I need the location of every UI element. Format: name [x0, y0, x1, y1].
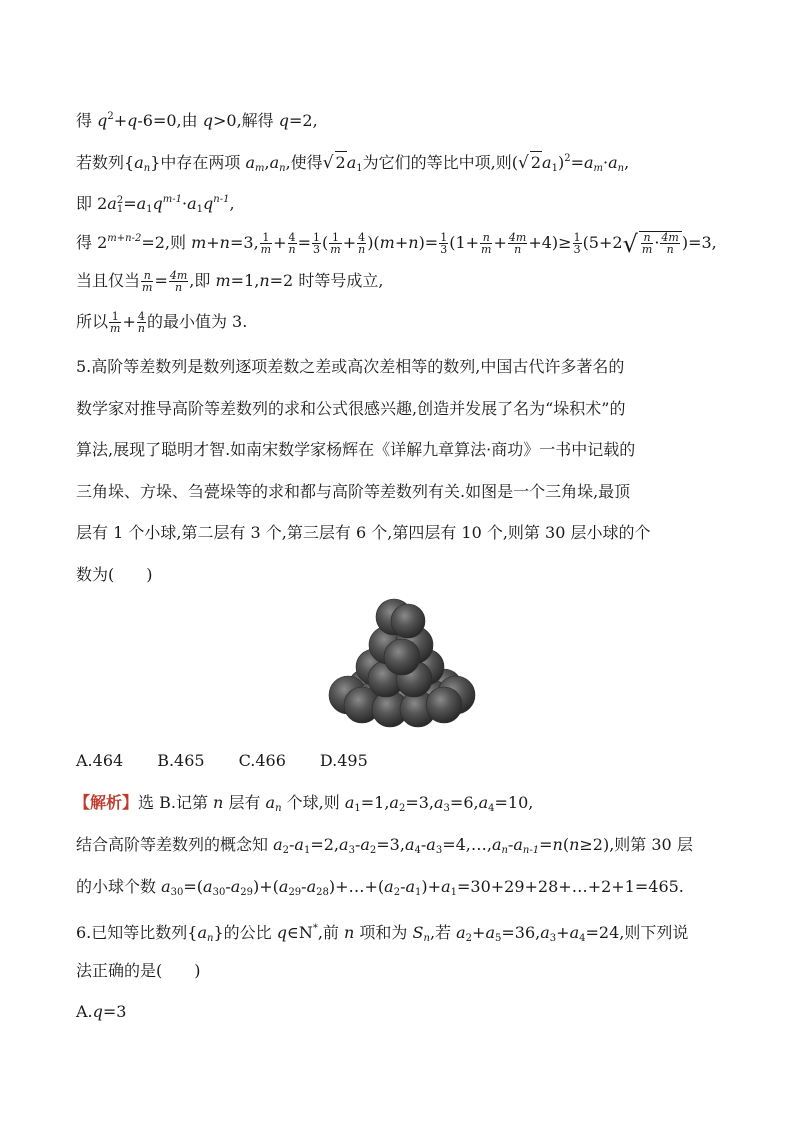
exponent: 2: [116, 194, 124, 206]
numerator: 4: [288, 231, 296, 244]
numerator: 1: [573, 231, 581, 244]
var-a: a: [136, 194, 147, 213]
text: -: [400, 877, 406, 896]
superscript: *: [312, 923, 318, 934]
var-a: a: [478, 793, 489, 812]
text: }的公比: [213, 923, 277, 942]
var-a: a: [278, 877, 289, 896]
text: 所以: [76, 312, 109, 331]
solution-line-6: [76, 311, 247, 334]
var-a: a: [569, 923, 580, 942]
solution-5-line-3: [76, 876, 684, 904]
text: =3,: [229, 233, 259, 252]
text: ,使得: [285, 153, 323, 172]
text: 的最小值为 3.: [146, 312, 248, 331]
subscript: 2: [465, 933, 473, 944]
text: )=: [418, 233, 439, 252]
text: (: [322, 233, 329, 252]
text: -: [354, 835, 361, 854]
var-a: a: [434, 793, 444, 812]
text: -: [225, 877, 231, 896]
ball-pyramid-figure: [318, 595, 476, 737]
text: =2 时等号成立,: [269, 271, 384, 290]
subscript: n: [423, 933, 430, 944]
text: -: [301, 877, 307, 896]
var-q: q: [278, 111, 289, 130]
text: )+…+(: [328, 877, 385, 896]
var-a: a: [404, 835, 415, 854]
subscript: 3: [549, 933, 557, 944]
text: ,: [624, 153, 630, 172]
var-a: a: [134, 153, 144, 172]
text: =1,: [360, 793, 390, 812]
var-q: q: [152, 194, 163, 213]
subscript: n-1: [522, 845, 540, 856]
text: ·: [654, 233, 660, 252]
ball: [391, 604, 425, 638]
denominator: m: [481, 243, 492, 256]
subscript: 1: [415, 887, 422, 898]
fraction: [137, 311, 146, 334]
subscript: 4: [579, 933, 586, 944]
var-a: a: [161, 877, 171, 896]
text: =3,: [405, 793, 434, 812]
text: (1+: [449, 233, 480, 252]
var-a: a: [456, 923, 466, 942]
solution-line-1: [76, 106, 318, 132]
text: +: [493, 233, 507, 252]
subscript: 2: [369, 845, 377, 856]
subscript: 1: [356, 163, 363, 174]
fraction: [480, 232, 492, 255]
text: -: [507, 835, 514, 854]
text: =1,: [230, 271, 260, 290]
var-a: a: [513, 835, 523, 854]
question-6-option-a[interactable]: [76, 1001, 126, 1023]
text: =3,: [376, 835, 405, 854]
numerator: 4m: [661, 231, 679, 244]
var-a: a: [203, 877, 213, 896]
question-5-line-1: 5.高阶等差数列是数列逐项差数之差或高次差相等的数列,中国古代许多著名的: [76, 357, 625, 376]
denominator: n: [666, 243, 674, 256]
var-a: a: [339, 835, 349, 854]
exponent: n-1: [213, 194, 230, 205]
var-q: q: [127, 111, 138, 130]
text: (5+2: [582, 233, 623, 252]
text: -: [289, 835, 295, 854]
question-5-line-2: 数学家对推导高阶等差数列的求和公式很感兴趣,创造并发展了名为“垛积术”的: [76, 399, 626, 418]
subscript: n: [143, 163, 151, 174]
denominator: n: [137, 322, 145, 335]
sqrt-sign: √: [622, 230, 638, 258]
subscript: 1: [196, 204, 204, 215]
denominator: m: [260, 243, 272, 256]
ball: [426, 687, 462, 723]
text: +: [556, 923, 570, 942]
var-q: q: [203, 194, 214, 213]
text: =2,: [310, 835, 340, 854]
var-n: n: [408, 233, 419, 252]
subscript: 1: [354, 803, 361, 814]
denominator: m: [330, 243, 341, 256]
var-a: a: [405, 877, 416, 896]
text: =30+29+28+…+2+1=465.: [456, 877, 684, 896]
subscript: 1: [146, 204, 153, 215]
subscript: 1: [551, 163, 558, 174]
denominator: m: [110, 322, 121, 335]
denominator: n: [358, 243, 366, 256]
var-m: m: [215, 271, 231, 290]
subscript: 1: [303, 845, 311, 856]
balls-group: [329, 599, 475, 727]
radicand: 2: [530, 153, 542, 172]
subscript: m: [255, 163, 265, 174]
subscript: 2: [282, 845, 290, 856]
text: ,: [264, 153, 270, 172]
subscript: 3: [348, 845, 355, 856]
text: )(: [367, 233, 380, 252]
text: A.: [76, 1002, 93, 1021]
text: ,即: [189, 271, 216, 290]
text: )=3,: [681, 233, 717, 252]
subscript: 30: [212, 887, 226, 898]
numerator: 4: [137, 310, 145, 323]
text: =10,: [494, 793, 534, 812]
radicand: 2: [335, 153, 346, 172]
text: 6.已知等比数列{: [76, 923, 198, 942]
text: }中存在两项: [150, 153, 246, 172]
fraction: [329, 232, 341, 255]
text: ∈N: [286, 923, 313, 942]
subscript: 4: [488, 803, 495, 814]
solution-line-4: [76, 228, 717, 258]
text: -: [420, 835, 427, 854]
subscript: n: [279, 163, 286, 174]
question-5-line-6: 数为( ): [76, 565, 153, 584]
fraction: [641, 232, 653, 255]
sqrt-sign: √: [322, 153, 334, 173]
exponent: 2: [107, 111, 114, 122]
denominator: 3: [313, 243, 320, 256]
text: 项和为: [354, 923, 413, 942]
subscript: 2: [398, 803, 406, 814]
text: +: [394, 233, 409, 252]
var-a: a: [360, 835, 370, 854]
exponent: 2: [564, 153, 571, 164]
text: ≥2),则第 30 层: [579, 835, 693, 854]
option-a[interactable]: A.464: [76, 751, 124, 770]
var-q: q: [97, 111, 108, 130]
question-5-line-3: 算法,展现了聪明才智.如南宋数学家杨辉在《详解九章算法·商功》一书中记载的: [76, 440, 636, 459]
text: =: [154, 271, 168, 290]
text: =2,: [289, 111, 318, 130]
var-m: m: [379, 233, 395, 252]
sqrt-sign: √: [517, 153, 529, 173]
text: 若数列{: [76, 153, 135, 172]
var-a: a: [265, 793, 276, 812]
var-q: q: [276, 923, 287, 942]
fraction: [169, 270, 188, 293]
var-a: a: [273, 835, 283, 854]
text: 得: [76, 111, 98, 130]
text: =4,…,: [442, 835, 492, 854]
numerator: 1: [329, 232, 341, 244]
text: ·: [182, 194, 188, 213]
var-n: n: [259, 271, 270, 290]
text: =24,则下列说: [585, 923, 689, 942]
var-a: a: [230, 877, 241, 896]
subscript: 2: [393, 887, 401, 898]
solution-line-5: [76, 270, 383, 293]
subscript: 3: [435, 845, 443, 856]
solution-5-line-1: [74, 792, 533, 820]
text: =(: [183, 877, 204, 896]
var-a: a: [187, 194, 197, 213]
text: ·: [603, 153, 609, 172]
fraction: [141, 270, 153, 293]
denominator: 3: [573, 243, 581, 256]
var-a: a: [269, 153, 280, 172]
radicand: [639, 231, 682, 255]
subscript: 1: [450, 887, 457, 898]
denominator: n: [514, 243, 522, 256]
var-m: m: [191, 233, 207, 252]
numerator: n: [480, 232, 492, 244]
var-s: S: [412, 923, 424, 942]
numerator: 1: [260, 232, 272, 244]
var-a: a: [583, 153, 594, 172]
denominator: n: [288, 243, 296, 256]
fraction: [312, 232, 321, 255]
analysis-tag: 【解析】: [74, 793, 139, 812]
var-a: a: [384, 877, 394, 896]
numerator: 1: [313, 231, 320, 244]
text: 选 B.记第: [138, 793, 214, 812]
denominator: n: [175, 281, 183, 294]
text: 层有: [223, 793, 266, 812]
text: +: [472, 923, 486, 942]
var-a: a: [197, 923, 207, 942]
text: 当且仅当: [76, 271, 141, 290]
subscript: 30: [170, 887, 184, 898]
fraction: [439, 232, 448, 255]
text: (: [562, 835, 570, 854]
var-a: a: [346, 153, 357, 172]
var-a: a: [344, 793, 355, 812]
var-a: a: [608, 153, 618, 172]
text: 为它们的等比中项,则(: [362, 153, 518, 172]
var-q: q: [92, 1002, 103, 1021]
option-d[interactable]: D.495: [319, 751, 368, 770]
var-n: n: [569, 835, 580, 854]
fraction: [508, 232, 527, 255]
text: ,: [229, 194, 235, 213]
text: )+: [421, 877, 442, 896]
ball: [384, 639, 420, 675]
var-a: a: [294, 835, 304, 854]
fraction: [109, 311, 121, 334]
subscript: 3: [443, 803, 450, 814]
fraction: [573, 232, 582, 255]
subscript: 29: [240, 887, 253, 898]
var-n: n: [219, 233, 230, 252]
numerator: n: [641, 232, 653, 244]
option-b[interactable]: B.465: [157, 751, 205, 770]
text: =2,则: [141, 233, 192, 252]
text: 个球,则: [281, 793, 345, 812]
numerator: 4m: [508, 231, 527, 244]
var-a: a: [306, 877, 317, 896]
text: ,若: [429, 923, 457, 942]
var-a: a: [540, 923, 550, 942]
var-a: a: [441, 877, 451, 896]
subscript: 4: [414, 845, 421, 856]
numerator: 4m: [169, 269, 188, 282]
denominator: m: [641, 243, 653, 256]
text: =: [570, 153, 584, 172]
fraction: [357, 232, 366, 255]
solution-line-2: [76, 148, 629, 180]
text: =36,: [501, 923, 541, 942]
fraction: [260, 232, 272, 255]
subscript: n: [617, 163, 625, 174]
text: -6=0,由: [137, 111, 203, 130]
subscript: 28: [316, 887, 329, 898]
numerator: n: [141, 270, 153, 282]
exponent: m+n-2: [107, 233, 142, 244]
denominator: m: [142, 281, 153, 294]
question-6-line-2: 法正确的是( ): [76, 961, 201, 980]
subscript: 5: [495, 933, 502, 944]
var-n: n: [344, 923, 355, 942]
text: 的小球个数: [76, 877, 162, 896]
var-a: a: [491, 835, 502, 854]
var-a: a: [485, 923, 495, 942]
numerator: 1: [109, 311, 121, 323]
text: 结合高阶等差数列的概念知: [76, 835, 274, 854]
text: +: [113, 111, 128, 130]
solution-line-3: [76, 189, 235, 221]
text: 得 2: [76, 233, 108, 252]
denominator: 3: [440, 243, 448, 256]
text: +4)≥: [528, 233, 572, 252]
subscript: m: [593, 163, 603, 174]
subscript: 29: [288, 887, 302, 898]
text: +: [206, 233, 220, 252]
text: =: [539, 835, 553, 854]
text: =: [123, 194, 137, 213]
var-a: a: [107, 194, 117, 213]
subscript: n: [501, 845, 508, 856]
text: +: [342, 233, 357, 252]
solution-5-line-2: [76, 834, 693, 862]
fraction: [660, 232, 679, 255]
fraction: [288, 232, 297, 255]
text: >0,解得: [212, 111, 279, 130]
option-c[interactable]: C.466: [238, 751, 286, 770]
text: 即 2: [76, 194, 108, 213]
question-6-line-1: [76, 918, 688, 950]
var-n: n: [552, 835, 563, 854]
text: ,前: [317, 923, 345, 942]
text: =3: [102, 1002, 127, 1021]
numerator: 1: [440, 231, 448, 244]
var-a: a: [542, 153, 552, 172]
question-5-line-5: 层有 1 个小球,第二层有 3 个,第三层有 6 个,第四层有 10 个,则第 30 层小球的个: [76, 523, 651, 542]
text: +: [273, 233, 287, 252]
var-q: q: [202, 111, 213, 130]
text: )+(: [253, 877, 279, 896]
text: ): [557, 153, 565, 172]
question-5-line-4: 三角垛、方垛、刍甍垛等的求和都与高阶等差数列有关.如图是一个三角垛,最顶: [76, 482, 631, 501]
var-n: n: [213, 793, 224, 812]
var-a: a: [426, 835, 436, 854]
text: =: [297, 233, 311, 252]
subscript: n: [275, 803, 282, 814]
text: +: [122, 312, 136, 331]
subscript: n: [207, 933, 214, 944]
numerator: 4: [358, 231, 366, 244]
subscript: 1: [116, 203, 124, 215]
question-5-options: [76, 750, 402, 772]
var-a: a: [245, 153, 256, 172]
text: =6,: [449, 793, 479, 812]
exponent: m-1: [162, 194, 183, 205]
var-a: a: [389, 793, 399, 812]
